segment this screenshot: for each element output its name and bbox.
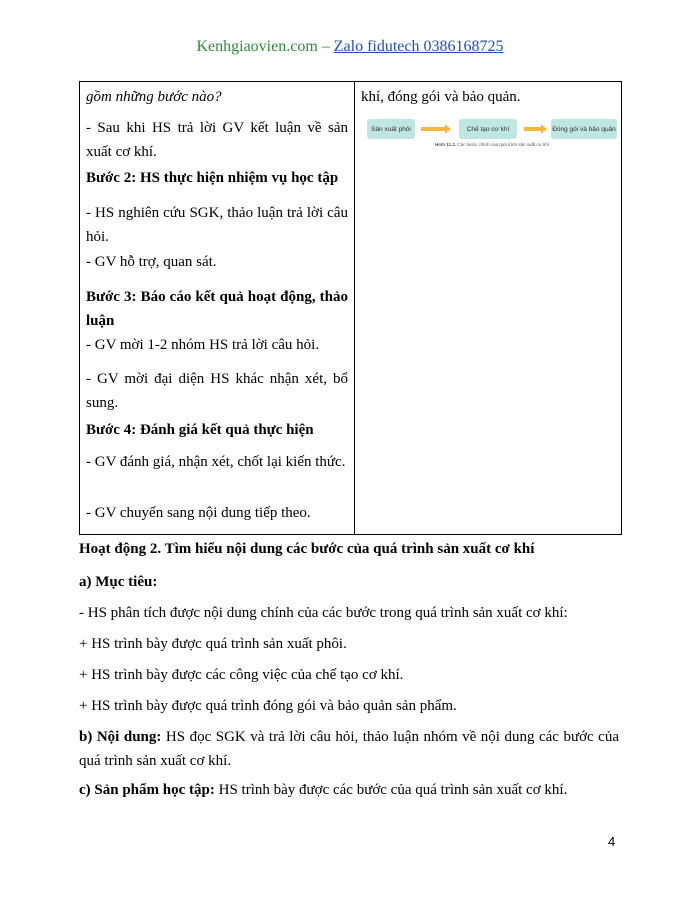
product-text: HS trình bày được các bước của quá trình sản xuất cơ khí.: [214, 782, 568, 798]
step-box-machining: Chế tạo cơ khí: [459, 119, 517, 139]
step-2-item-1: - HS nghiên cứu SGK, thảo luận trả lời câu hỏi.: [86, 205, 348, 245]
arrow-icon: [524, 127, 542, 131]
question-end: gồm những bước nào?: [86, 89, 222, 105]
conclusion-step: - Sau khi HS trả lời GV kết luận về sản xuất cơ khí.: [86, 120, 348, 160]
page-header: [0, 38, 700, 56]
step-box-packaging: Đóng gói và bảo quản: [551, 119, 617, 139]
caption-text: Các bước chính của quá trình sản xuất cơ khí: [457, 142, 549, 147]
step-3-item-2: - GV mời đại diện HS khác nhận xét, bổ sung.: [86, 371, 348, 411]
step-4-heading: Bước 4: Đánh giá kết quả thực hiện: [86, 422, 314, 438]
goal-intro: - HS phân tích được nội dung chính của các bước trong quá trình sản xuất cơ khí:: [79, 605, 568, 621]
content-label: b) Nội dung:: [79, 729, 162, 745]
figure-caption: [367, 142, 617, 147]
page-number: 4: [608, 834, 616, 849]
step-2-item-2: - GV hỗ trợ, quan sát.: [86, 254, 217, 270]
product-paragraph: [79, 778, 619, 802]
column-divider: [354, 82, 355, 534]
step-3-item-1: - GV mời 1-2 nhóm HS trả lời câu hỏi.: [86, 337, 320, 353]
lesson-table: [79, 81, 622, 535]
goal-item-3: + HS trình bày được quá trình đóng gói và bảo quản sản phẩm.: [79, 698, 457, 714]
content-text: HS đọc SGK và trả lời câu hỏi, thảo luận nhóm về nội dung các bước của quá trình sản xuất cơ khí.: [79, 729, 619, 769]
goal-heading: a) Mục tiêu:: [79, 574, 158, 590]
goal-item-2: + HS trình bày được các công việc của chế tạo cơ khí.: [79, 667, 404, 683]
goal-item-1: + HS trình bày được quá trình sản xuất phôi.: [79, 636, 347, 652]
activity-title: Hoạt động 2. Tìm hiểu nội dung các bước của quá trình sản xuất cơ khí: [79, 541, 535, 557]
caption-label: Hình 11.2.: [435, 142, 457, 147]
contact-link[interactable]: Zalo fidutech 0386168725: [333, 38, 504, 55]
step-2-heading: Bước 2: HS thực hiện nhiệm vụ học tập: [86, 170, 339, 186]
header-separator: –: [317, 38, 334, 55]
step-4-item-2: - GV chuyển sang nội dung tiếp theo.: [86, 505, 311, 521]
arrow-icon: [421, 127, 446, 131]
step-3-heading: Bước 3: Báo cáo kết quả hoạt động, thảo luận: [86, 289, 348, 329]
step-box-blank-production: Sản xuất phôi: [367, 119, 415, 139]
step-4-item-1: - GV đánh giá, nhận xét, chốt lại kiến thức.: [86, 454, 346, 470]
product-label: c) Sản phẩm học tập:: [79, 782, 215, 798]
answer-end: khí, đóng gói và bảo quản.: [361, 89, 521, 105]
site-name[interactable]: Kenhgiaovien.com: [196, 38, 318, 55]
process-diagram: [367, 119, 617, 141]
content-paragraph: [79, 725, 619, 773]
